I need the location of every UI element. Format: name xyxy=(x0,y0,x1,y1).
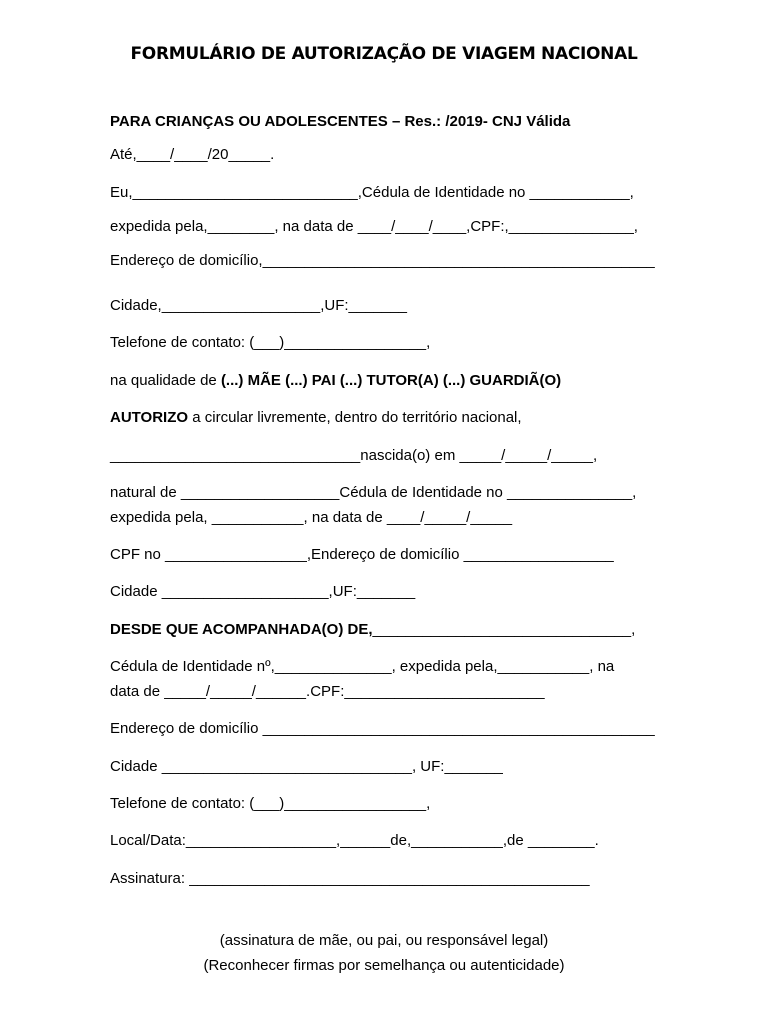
companion-name-field: _______________________________, xyxy=(372,621,636,638)
companion-city-field: Cidade ______________________________, UF:_______ xyxy=(110,758,503,775)
authorize-line xyxy=(110,409,522,427)
capacity-prefix: na qualidade de xyxy=(110,372,221,389)
declarant-name-field: Eu,___________________________,Cédula de Identidade no ____________, xyxy=(110,184,634,201)
declarant-address-field: Endereço de domicílio,_______________________________________________ xyxy=(110,252,655,269)
minor-name-field: ______________________________nascida(o) em _____/_____/_____, xyxy=(110,447,598,464)
authorize-text: a circular livremente, dentro do território nacional, xyxy=(188,409,522,426)
capacity-line xyxy=(110,372,561,390)
signature-field: Assinatura: ________________________________________________ xyxy=(110,870,590,887)
minor-issued-field: expedida pela, ___________, na data de ____/_____/_____ xyxy=(110,509,513,526)
signature-note: (assinatura de mãe, ou pai, ou responsável legal) xyxy=(219,932,549,949)
valid-until-field: Até,____/____/20_____. xyxy=(110,146,275,163)
document-title: FORMULÁRIO DE AUTORIZAÇÃO DE VIAGEM NACIONAL xyxy=(130,44,638,64)
companion-line xyxy=(110,621,635,639)
place-date-field: Local/Data:__________________,______de,___________,de ________. xyxy=(110,832,599,849)
capacity-options: (...) MÃE (...) PAI (...) TUTOR(A) (...) GUARDIÃ(O) xyxy=(220,372,562,389)
declarant-city-field: Cidade,___________________,UF:_______ xyxy=(110,297,407,314)
document-subtitle: PARA CRIANÇAS OU ADOLESCENTES – Res.: /2019- CNJ Válida xyxy=(110,113,571,130)
minor-birthplace-field: natural de ___________________Cédula de Identidade no _______________, xyxy=(110,484,637,501)
declarant-phone-field: Telefone de contato: (___)_________________, xyxy=(110,334,431,351)
companion-id-field: Cédula de Identidade nº,______________, expedida pela,___________, na xyxy=(110,658,615,675)
authorize-label: AUTORIZO xyxy=(110,409,189,426)
minor-cpf-field: CPF no _________________,Endereço de domicílio __________________ xyxy=(110,546,614,563)
declarant-issued-field: expedida pela,________, na data de ____/____/____,CPF:,_______________, xyxy=(110,218,638,235)
companion-phone-field: Telefone de contato: (___)_________________, xyxy=(110,795,431,812)
companion-label: DESDE QUE ACOMPANHADA(O) DE, xyxy=(110,621,373,638)
minor-city-field: Cidade ____________________,UF:_______ xyxy=(110,583,416,600)
companion-address-field: Endereço de domicílio _______________________________________________ xyxy=(110,720,655,737)
companion-date-field: data de _____/_____/______.CPF:________________________ xyxy=(110,683,545,700)
notary-note: (Reconhecer firmas por semelhança ou autenticidade) xyxy=(203,957,565,974)
